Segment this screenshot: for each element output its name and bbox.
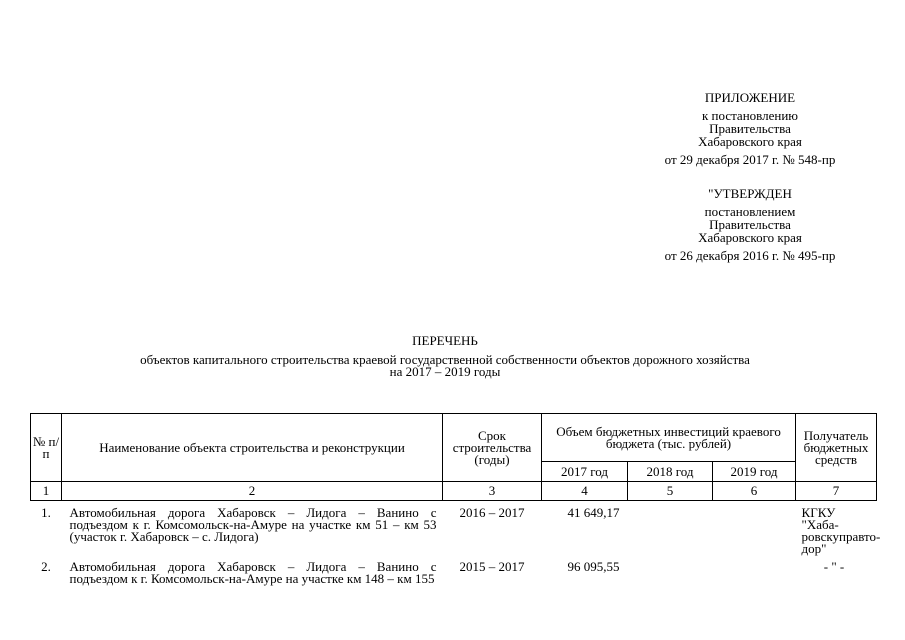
object-name: Автомобильная дорога Хабаровск – Лидога – Ванино с подъездом к г. Комсомольск-на-Амуре на участке км 148 – км 155 — [69, 559, 437, 586]
document-heading — [60, 335, 830, 378]
header-no: № п/п — [31, 414, 62, 482]
document-subtitle-line2: на 2017 – 2019 годы — [389, 364, 501, 379]
table-row — [31, 555, 877, 585]
amount-2017: 96 095,55 — [567, 559, 620, 574]
construction-term: 2016 – 2017 — [459, 505, 525, 520]
appendix-title: ПРИЛОЖЕНИЕ — [704, 90, 796, 105]
row-number: 2. — [41, 559, 51, 574]
header-budget: Объем бюджетных инвестиций краевого бюджета (тыс. рублей) — [542, 414, 796, 462]
object-name: Автомобильная дорога Хабаровск – Лидога – Ванино с подъездом к г. Комсомольск-на-Амуре на участке км 51 – км 53 (участок г. Хабаровск – с. Лидога) — [69, 505, 437, 544]
document-title: ПЕРЕЧЕНЬ — [412, 333, 478, 348]
appendix-date: от 29 декабря 2017 г. № 548-пр — [664, 152, 836, 167]
amount-2019 — [713, 555, 796, 585]
approved-date: от 26 декабря 2016 г. № 495-пр — [664, 248, 836, 263]
header-name: Наименование объекта строительства и реконструкции — [62, 414, 443, 482]
column-number: 3 — [443, 482, 542, 501]
document-subtitle-line1: объектов капитального строительства краевой государственной собственности объектов дорожного хозяйства — [140, 352, 750, 367]
header-2018: 2018 год — [628, 462, 713, 482]
column-number: 1 — [31, 482, 62, 501]
appendix-line3: Хабаровского края — [698, 134, 802, 149]
column-number-row — [31, 482, 877, 501]
table-row — [31, 501, 877, 556]
approved-line2: Правительства — [709, 217, 791, 232]
column-number: 7 — [796, 482, 877, 501]
appendix-line1: к постановлению — [701, 108, 799, 123]
appendix-line2: Правительства — [709, 121, 791, 136]
column-number: 4 — [542, 482, 628, 501]
approved-block — [640, 187, 860, 262]
approved-title: "УТВЕРЖДЕН — [708, 186, 792, 201]
header-2019: 2019 год — [713, 462, 796, 482]
amount-2018 — [628, 501, 713, 556]
header-term: Срок строительства (годы) — [443, 414, 542, 482]
column-number: 6 — [713, 482, 796, 501]
amount-2019 — [713, 501, 796, 556]
amount-2017: 41 649,17 — [567, 505, 620, 520]
construction-term: 2015 – 2017 — [459, 559, 525, 574]
column-number: 2 — [62, 482, 443, 501]
appendix-block — [640, 91, 860, 166]
budget-recipient: - " - — [823, 559, 845, 574]
budget-recipient: КГКУ "Хаба-ровскуправто-дор" — [801, 505, 881, 556]
column-number: 5 — [628, 482, 713, 501]
approved-line1: постановлением — [704, 204, 796, 219]
header-recipient: Получатель бюджетных средств — [796, 414, 877, 482]
amount-2018 — [628, 555, 713, 585]
objects-table — [30, 413, 881, 586]
row-number: 1. — [41, 505, 51, 520]
header-2017: 2017 год — [542, 462, 628, 482]
approved-line3: Хабаровского края — [698, 230, 802, 245]
